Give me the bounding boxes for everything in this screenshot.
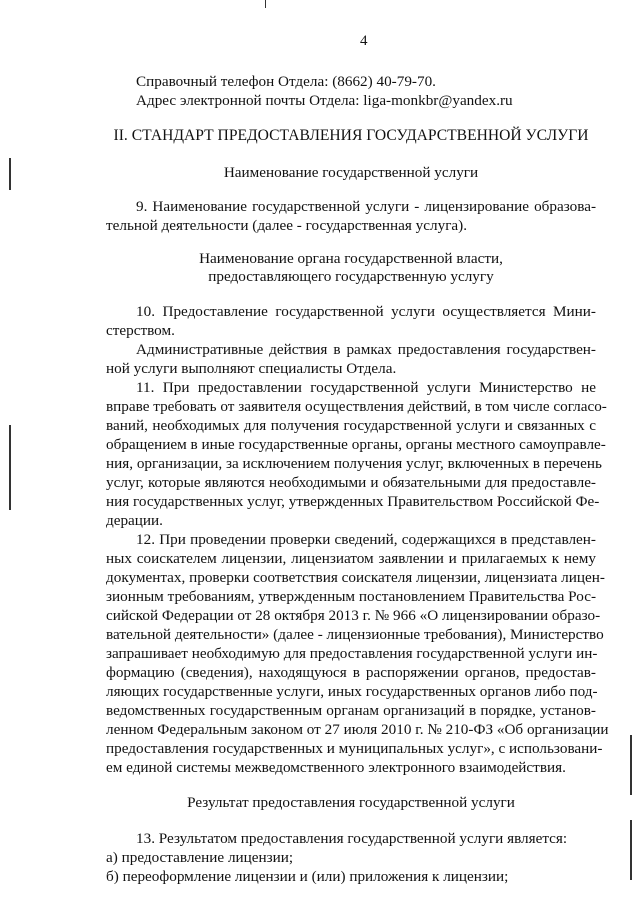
scan-edge-mark (265, 0, 266, 8)
paragraph-11-line: 11. При предоставлении государственной услуги Министерство не (136, 379, 596, 396)
paragraph-13-item: б) переоформление лицензии и (или) приложения к лицензии; (106, 868, 509, 885)
paragraph-13-item: а) предоставление лицензии; (106, 849, 294, 866)
paragraph-11-line: обращением в иные государственные органы, органы местного самоуправле- (106, 436, 606, 453)
paragraph-12-line: предоставления государственных и муниципальных услуг», с использовани- (106, 740, 603, 757)
scan-edge-mark (630, 820, 632, 880)
subheading-service-name: Наименование государственной услуги (223, 164, 479, 181)
paragraph-12-line: запрашивает необходимую для предоставления государственной услуги ин- (106, 645, 598, 662)
paragraph-10-line: стерством. (106, 322, 175, 339)
paragraph-10b-line: Административные действия в рамках предоставления государствен- (136, 341, 596, 358)
paragraph-12-line: ляющих государственные услуги, иных государственных органов либо под- (106, 683, 598, 700)
scan-edge-mark (630, 735, 632, 795)
paragraph-12-line: зионным требованиям, утвержденным постановлением Правительства Рос- (106, 588, 596, 605)
paragraph-13-line: 13. Результатом предоставления государственной услуги является: (136, 830, 568, 847)
contact-phone: Справочный телефон Отдела: (8662) 40-79-70. (136, 73, 436, 90)
paragraph-11-line: дерации. (106, 512, 163, 529)
paragraph-11-line: ния, организации, за исключением получения услуг, включенных в перечень (106, 455, 602, 472)
paragraph-12-line: ведомственных государственным органам организаций в порядке, установ- (106, 702, 596, 719)
paragraph-11-line: ваний, необходимых для получения государственной услуги и связанных с (106, 417, 596, 434)
scan-edge-mark (9, 425, 11, 510)
paragraph-11-line: вправе требовать от заявителя осуществления действий, в том числе согласо- (106, 398, 607, 415)
contact-email: Адрес электронной почты Отдела: liga-monkbr@yandex.ru (136, 92, 513, 109)
paragraph-12-line: формацию (сведения), находящуюся в распоряжении органов, предостав- (106, 664, 596, 681)
scan-edge-mark (9, 158, 11, 190)
section-title: II. СТАНДАРТ ПРЕДОСТАВЛЕНИЯ ГОСУДАРСТВЕННОЙ УСЛУГИ (113, 127, 589, 144)
subheading-authority: Наименование органа государственной власти, (199, 250, 503, 267)
paragraph-10-line: 10. Предоставление государственной услуги осуществляется Мини- (136, 303, 596, 320)
paragraph-12-line: сийской Федерации от 28 октября 2013 г. № 966 «О лицензировании образо- (106, 607, 601, 624)
paragraph-12-line: ленном Федеральным законом от 27 июля 2010 г. № 210-ФЗ «Об организации (106, 721, 609, 738)
paragraph-11-line: ния государственных услуг, утвержденных Правительством Российской Фе- (106, 493, 600, 510)
paragraph-9-line: тельной деятельности (далее - государственная услуга). (106, 217, 468, 234)
paragraph-12-line: ем единой системы межведомственного электронного взаимодействия. (106, 759, 566, 776)
paragraph-12-line: документах, проверки соответствия соискателя лицензии, лицензиата лицен- (106, 569, 605, 586)
subheading-result: Результат предоставления государственной услуги (187, 794, 515, 811)
paragraph-12-line: ных соискателем лицензии, лицензиатом заявлении и прилагаемых к нему (106, 550, 596, 567)
paragraph-12-line: 12. При проведении проверки сведений, содержащихся в представлен- (136, 531, 596, 548)
paragraph-10b-line: ной услуги выполняют специалисты Отдела. (106, 360, 397, 377)
paragraph-12-line: вательной деятельности» (далее - лицензионные требования), Министерство (106, 626, 604, 643)
subheading-authority: предоставляющего государственную услугу (208, 268, 494, 285)
paragraph-9-line: 9. Наименование государственной услуги - лицензирование образова- (136, 198, 596, 215)
page-number: 4 (360, 33, 368, 49)
paragraph-11-line: услуг, которые являются необходимыми и обязательными для предоставле- (106, 474, 596, 491)
